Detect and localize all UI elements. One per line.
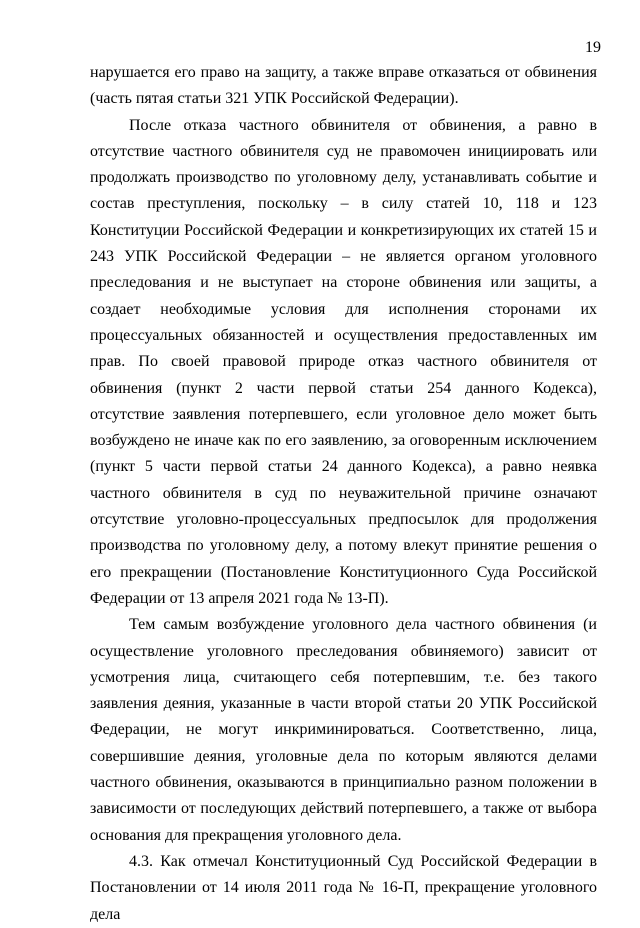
body-text xyxy=(90,60,597,928)
page-number: 19 xyxy=(585,39,601,56)
paragraph-section-4-3: 4.3. Как отмечал Конституционный Суд Российской Федерации в Постановлении от 14 июля 2011 года № 16-П, прекращение уголовного дела xyxy=(90,852,597,923)
paragraph-continuation: нарушается его право на защиту, а также вправе отказаться от обвинения (часть пятая статьи 321 УПК Российской Федерации). xyxy=(90,64,597,108)
paragraph-initiation-of-case: Тем самым возбуждение уголовного дела частного обвинения (и осуществление уголовного преследования обвиняемого) зависит от усмотрения лица, считающего себя потерпевшим, т.е. без такого заявления деяния, указанные в части второй статьи 20 УПК Российской Федерации, не могут инкриминироваться. Соответственно, лица, совершившие деяния, уголовные дела по которым являются делами частного обвинения, оказываются в принципиально разном положении в зависимости от последующих действий потерпевшего, а также от выбора основания для прекращения уголовного дела. xyxy=(90,616,597,844)
paragraph-private-prosecutor-refusal: После отказа частного обвинителя от обвинения, а равно в отсутствие частного обвинителя суд не правомочен инициировать или продолжать производство по уголовному делу, устанавливать событие и состав преступления, поскольку – в силу статей 10, 118 и 123 Конституции Российской Федерации и конкретизирующих их статей 15 и 243 УПК Российской Федерации – не является органом уголовного преследования и не выступает на стороне обвинения или защиты, а создает необходимые условия для исполнения сторонами их процессуальных обязанностей и осуществления предоставленных им прав. По своей правовой природе отказ частного обвинителя от обвинения (пункт 2 части первой статьи 254 данного Кодекса), отсутствие заявления потерпевшего, если уголовное дело может быть возбуждено не иначе как по его заявлению, за оговоренным исключением (пункт 5 части первой статьи 24 данного Кодекса), а равно неявка частного обвинителя в суд по неуважительной причине означают отсутствие уголовно-процессуальных предпосылок для продолжения производства по уголовному делу, а потому влекут принятие решения о его прекращении (Постановление Конституционного Суда Российской Федерации от 13 апреля 2021 года № 13-П). xyxy=(90,116,597,607)
